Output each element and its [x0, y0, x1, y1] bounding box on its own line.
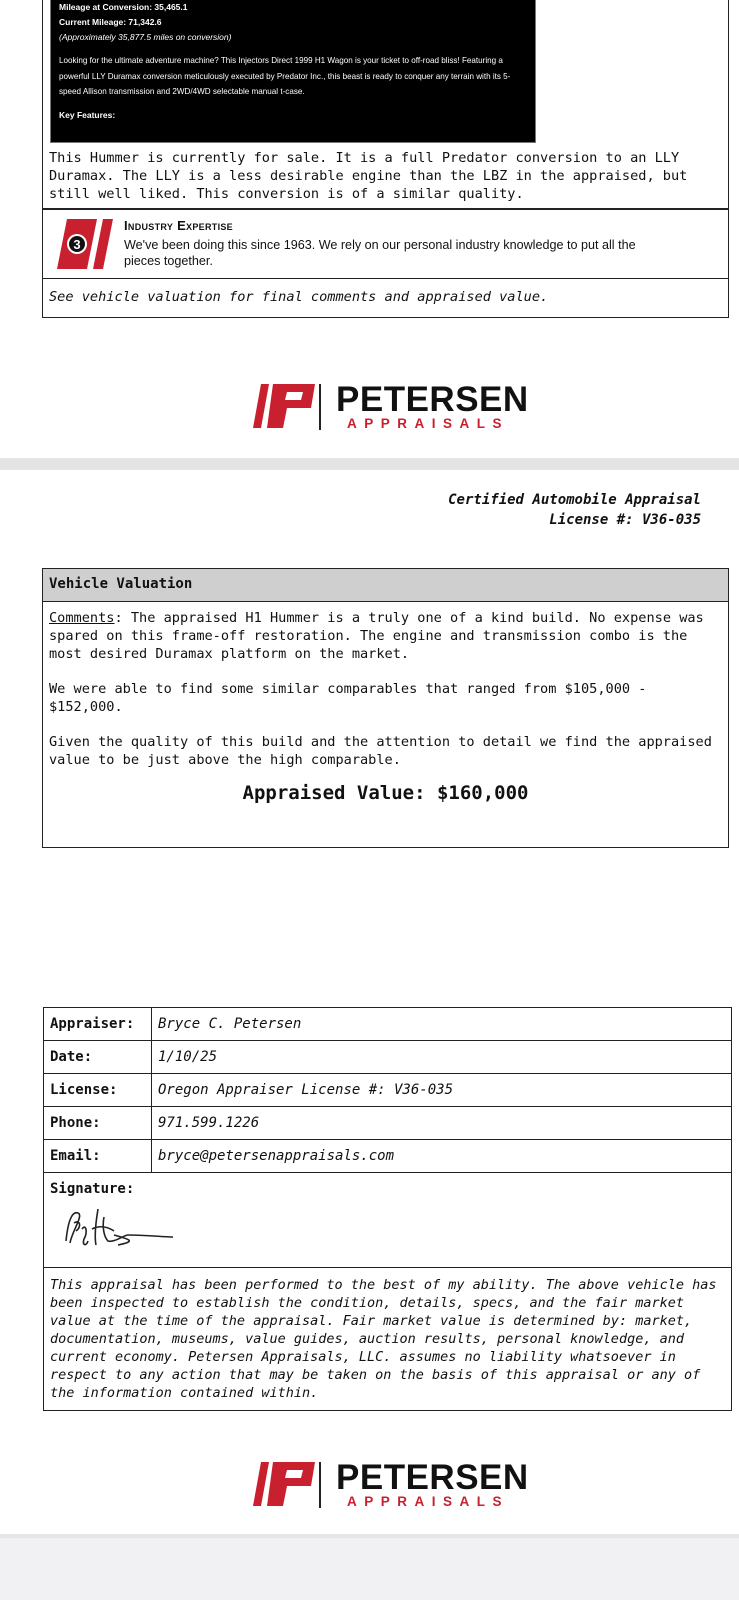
intro-box	[42, 0, 729, 209]
table-row	[44, 1140, 732, 1173]
detail-value: bryce@petersenappraisals.com	[152, 1140, 732, 1173]
petersen-logo-footer	[253, 1458, 529, 1512]
logo-subtitle: APPRAISALS	[347, 416, 510, 431]
valuation-comments: Comments: The appraised H1 Hummer is a truly one of a kind build. No expense was spared on this frame-off restoration. The engine and transmission combo is the most desired Duramax platform on the market.	[49, 610, 704, 662]
logo-name: PETERSEN	[336, 1458, 529, 1497]
signature-label: Signature:	[50, 1181, 135, 1197]
disclaimer-row	[44, 1268, 732, 1411]
document-page-2	[0, 470, 739, 1534]
svg-text:3: 3	[73, 237, 81, 252]
signature-image	[58, 1201, 178, 1256]
disclaimer-text: This appraisal has been performed to the best of my ability. The above vehicle has been inspected to establish the condition, details, specs, and the fair market value at the time of the appraisal. Fair market value is determined by: market, documentation, museums, value guides, auction results, personal knowledge, and current economy. Petersen Appraisals, LLC. assumes no liability whatsoever in respect to any action that may be taken on the basis of this appraisal or any of the information contained within.	[44, 1268, 732, 1411]
valuation-comparables: We were able to find some similar comparables that ranged from $105,000 - $152,000.	[49, 681, 647, 715]
appraiser-details-table	[43, 1007, 732, 1411]
page-gap	[0, 458, 739, 470]
petersen-logo-icon	[253, 384, 315, 428]
table-row	[44, 1074, 732, 1107]
certification-title: Certified Automobile Appraisal	[448, 492, 701, 508]
petersen-logo-icon	[253, 1462, 315, 1506]
expertise-badge-icon	[57, 219, 117, 269]
document-page-1	[0, 0, 739, 458]
key-features-label: Key Features:	[59, 109, 116, 120]
signature-cell	[44, 1173, 732, 1268]
detail-value: Bryce C. Petersen	[152, 1008, 732, 1041]
detail-value: 971.599.1226	[152, 1107, 732, 1140]
table-row	[44, 1041, 732, 1074]
appraised-value: Appraised Value: $160,000	[242, 782, 529, 804]
page-gap-bottom	[0, 1534, 739, 1538]
certification-header	[448, 490, 701, 530]
detail-label: Phone:	[44, 1107, 152, 1140]
detail-label: Date:	[44, 1041, 152, 1074]
table-row	[44, 1107, 732, 1140]
approx-miles-note: (Approximately 35,877.5 miles on conversion)	[59, 32, 232, 42]
listing-description: Looking for the ultimate adventure machine? This Injectors Direct 1999 H1 Wagon is your ticket to off-road bliss! Featuring a powerful LLY Duramax conversion meticulously executed by Predator Inc., this beast is ready to conquer any terrain with its 5-speed Allison transmission and 2WD/4WD selectable manual t-case.	[59, 56, 511, 96]
logo-name: PETERSEN	[336, 380, 529, 419]
certification-license: License #: V36-035	[549, 512, 701, 528]
valuation-header: Vehicle Valuation	[43, 569, 728, 602]
current-mileage: Current Mileage: 71,342.6	[59, 17, 162, 27]
logo-separator	[319, 384, 321, 430]
detail-value: Oregon Appraiser License #: V36-035	[152, 1074, 732, 1107]
signature-row	[44, 1173, 732, 1268]
expertise-title: Industry Expertise	[124, 218, 233, 233]
logo-subtitle: APPRAISALS	[347, 1494, 510, 1509]
detail-value: 1/10/25	[152, 1041, 732, 1074]
petersen-logo	[253, 380, 529, 434]
expertise-text: We've been doing this since 1963. We rely on our personal industry knowledge to put all the pieces together.	[124, 238, 636, 268]
see-valuation-note: See vehicle valuation for final comments and appraised value.	[42, 278, 729, 318]
logo-separator	[319, 1462, 321, 1508]
valuation-conclusion: Given the quality of this build and the attention to detail we find the appraised value to be just above the high comparable.	[49, 734, 712, 768]
detail-label: Email:	[44, 1140, 152, 1173]
table-row	[44, 1008, 732, 1041]
vehicle-valuation-box	[42, 568, 729, 848]
detail-label: Appraiser:	[44, 1008, 152, 1041]
detail-label: License:	[44, 1074, 152, 1107]
mileage-at-conversion: Mileage at Conversion: 35,465.1	[59, 2, 188, 12]
industry-expertise-box	[42, 209, 729, 279]
valuation-body	[43, 602, 728, 809]
intro-paragraph: This Hummer is currently for sale. It is a full Predator conversion to an LLY Duramax. The LLY is a less desirable engine than the LBZ in the appraised, but still well liked. This conversion is of a similar quality.	[49, 150, 688, 202]
